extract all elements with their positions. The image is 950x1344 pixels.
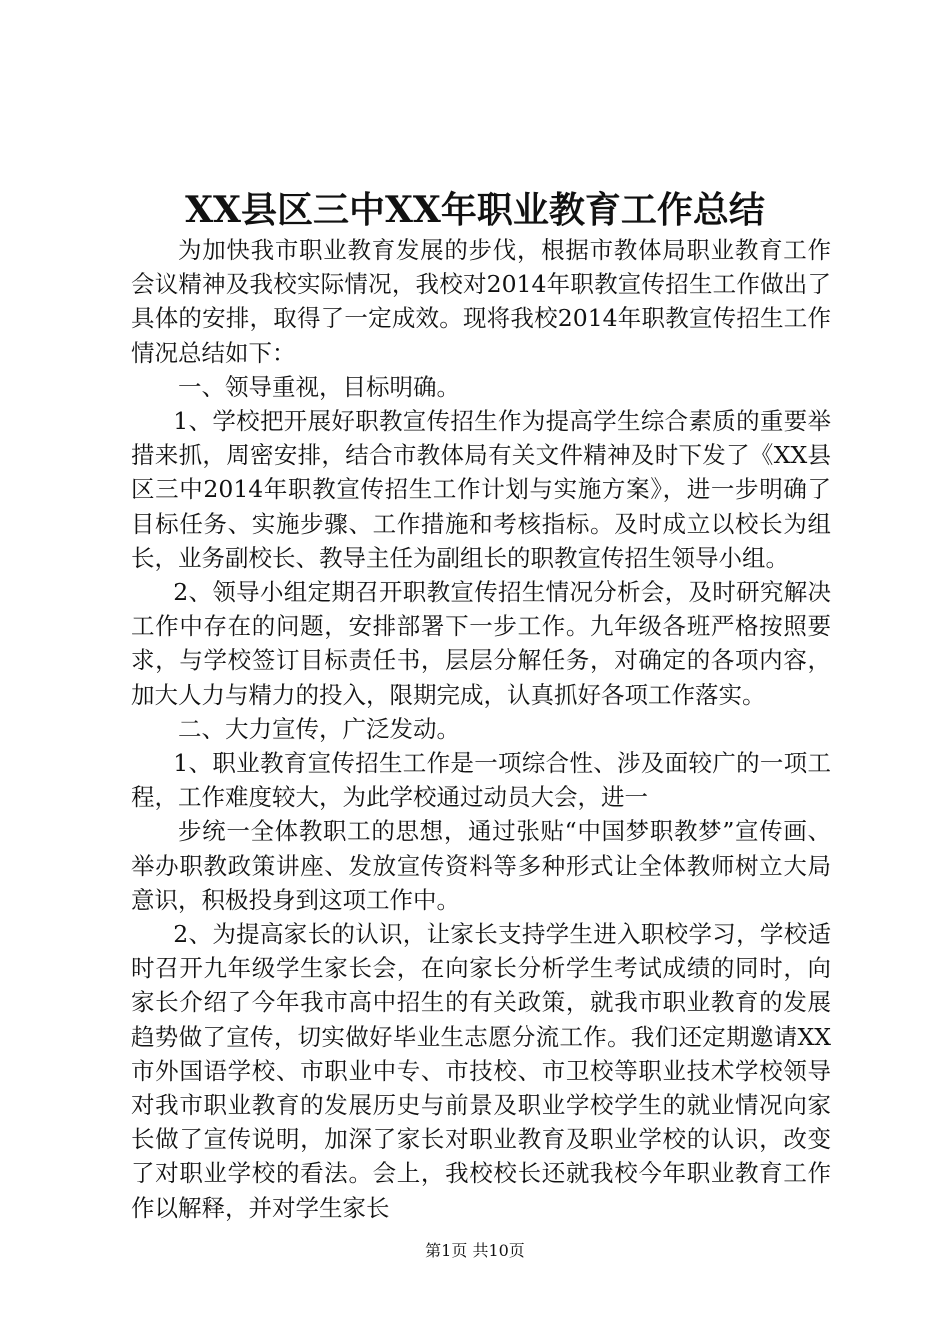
paragraph-intro: 为加快我市职业教育发展的步伐，根据市教体局职业教育工作会议精神及我校实际情况，我校对2014年职教宣传招生工作做出了具体的安排，取得了一定成效。现将我校2014年职教宣传招生工作情况总结如下：: [131, 236, 831, 367]
document-title: XX县区三中XX年职业教育工作总结: [185, 189, 765, 231]
paragraph-2-1-continued: 步统一全体教职工的思想，通过张贴“中国梦职教梦”宣传画、举办职教政策讲座、发放宣传资料等多种形式让全体教师树立大局意识，积极投身到这项工作中。: [131, 817, 831, 914]
page-number-footer: 第1页 共10页: [425, 1241, 525, 1260]
paragraph-2-1: 1、职业教育宣传招生工作是一项综合性、涉及面较广的一项工程，工作难度较大，为此学校通过动员大会，进一: [131, 749, 831, 812]
section-heading-2: 二、大力宣传，广泛发动。: [178, 714, 460, 743]
paragraph-2-2: 2、为提高家长的认识，让家长支持学生进入职校学习，学校适时召开九年级学生家长会，在向家长分析学生考试成绩的同时，向家长介绍了今年我市高中招生的有关政策，就我市职业教育的发展趋势做了宣传，切实做好毕业生志愿分流工作。我们还定期邀请XX市外国语学校、市职业中专、市技校、市卫校等职业技术学校领导对我市职业教育的发展历史与前景及职业学校学生的就业情况向家长做了宣传说明，加深了家长对职业教育及职业学校的认识，改变了对职业学校的看法。会上，我校校长还就我校今年职业教育工作作以解释，并对学生家长: [131, 920, 831, 1222]
section-heading-1: 一、领导重视，目标明确。: [178, 372, 460, 401]
document-body: [131, 233, 831, 1225]
paragraph-1-2: 2、领导小组定期召开职教宣传招生情况分析会，及时研究解决工作中存在的问题，安排部署下一步工作。九年级各班严格按照要求，与学校签订目标责任书，层层分解任务，对确定的各项内容，加大人力与精力的投入，限期完成，认真抓好各项工作落实。: [131, 578, 831, 709]
paragraph-1-1: 1、学校把开展好职教宣传招生作为提高学生综合素质的重要举措来抓，周密安排，结合市教体局有关文件精神及时下发了《XX县区三中2014年职教宣传招生工作计划与实施方案》，进一步明确了目标任务、实施步骤、工作措施和考核指标。及时成立以校长为组长，业务副校长、教导主任为副组长的职教宣传招生领导小组。: [131, 407, 831, 572]
